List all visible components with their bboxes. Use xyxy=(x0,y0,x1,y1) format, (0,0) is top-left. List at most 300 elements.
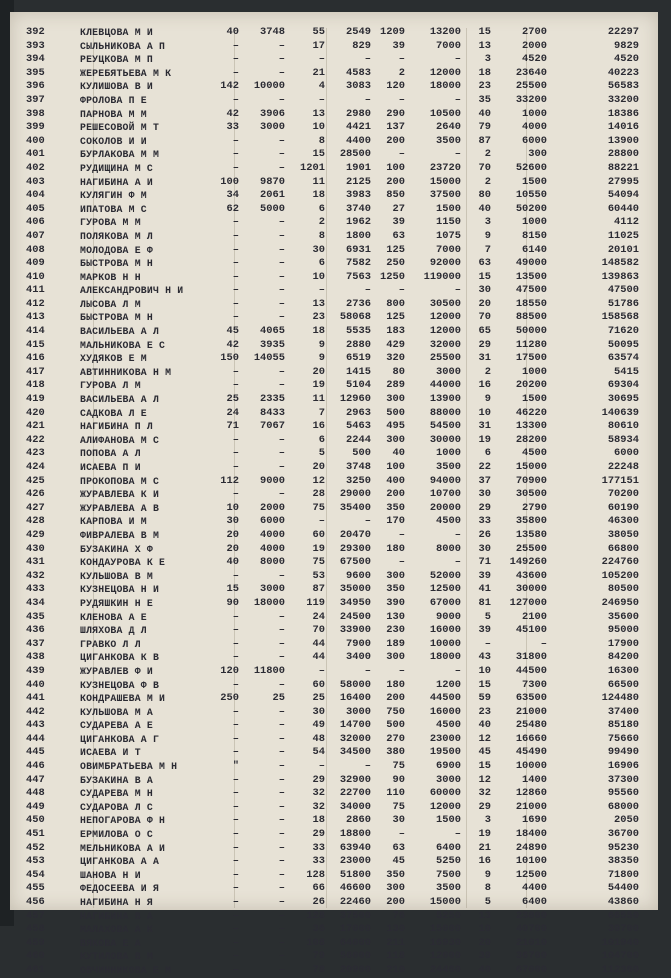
col-b: – xyxy=(278,651,285,664)
row-total: 246950 xyxy=(601,596,639,609)
person-name: КОНДРАШЕВА М И xyxy=(80,693,166,705)
person-name: ФЕДОСЕЕВА И Я xyxy=(80,883,160,895)
col-e: 290 xyxy=(386,107,405,120)
col-a: – xyxy=(232,433,239,446)
table-row xyxy=(22,284,642,298)
col-h: 45490 xyxy=(515,746,547,759)
col-a: – xyxy=(232,896,239,908)
table-row xyxy=(22,896,642,910)
person-name: КУЗНЕЦОВА Н И xyxy=(80,584,160,596)
col-d: 58000 xyxy=(339,678,371,691)
col-b: – xyxy=(278,787,285,800)
col-b: – xyxy=(278,678,285,691)
table-row xyxy=(22,325,642,339)
col-f: 13900 xyxy=(429,393,461,406)
col-h: 300 xyxy=(528,148,547,161)
person-name: ЖУРАВЛЕВА А В xyxy=(80,502,160,514)
table-row xyxy=(22,855,642,869)
col-f: 3000 xyxy=(436,773,461,786)
col-e: 80 xyxy=(392,365,405,378)
col-b: – xyxy=(278,39,285,52)
col-f: 19500 xyxy=(429,746,461,759)
col-c: 20 xyxy=(312,461,325,473)
col-c: 19 xyxy=(312,542,325,555)
col-a: 150 xyxy=(220,352,239,365)
col-a: – xyxy=(232,719,239,732)
col-a: 20 xyxy=(226,542,239,555)
col-c: 11 xyxy=(312,175,325,188)
col-a: – xyxy=(232,216,239,229)
col-b: 4000 xyxy=(260,528,285,541)
col-e: 390 xyxy=(386,596,405,609)
ledger-body xyxy=(22,26,642,978)
row-number: 444 xyxy=(26,732,45,745)
row-number: 395 xyxy=(26,66,45,79)
col-a: – xyxy=(232,882,239,895)
col-c: 13 xyxy=(312,297,325,310)
col-h: 50200 xyxy=(515,202,547,215)
person-name: РЕУЦКОВА М П xyxy=(80,54,153,66)
table-row xyxy=(22,176,642,190)
col-a: – xyxy=(232,365,239,378)
col-g: 19 xyxy=(478,828,491,841)
row-total: 80610 xyxy=(607,420,639,433)
col-d: – xyxy=(364,93,371,106)
col-h: 1500 xyxy=(522,393,547,406)
col-f: 94000 xyxy=(429,474,461,487)
col-d: 829 xyxy=(352,39,371,52)
col-f: 30500 xyxy=(429,297,461,310)
col-d: 3740 xyxy=(346,202,371,215)
col-h: 127000 xyxy=(509,596,547,609)
col-g: 3 xyxy=(484,53,491,66)
col-a: 62 xyxy=(226,202,239,215)
col-a: – xyxy=(232,229,239,242)
table-row xyxy=(22,828,642,842)
col-c: 8 xyxy=(318,229,325,242)
col-g: 10 xyxy=(478,664,491,677)
col-d: 16400 xyxy=(339,692,371,705)
col-e: – xyxy=(398,53,405,66)
col-g: 6 xyxy=(484,447,491,460)
person-name: ЖЕРЕБЯТЬЕВА М К xyxy=(80,67,172,79)
person-name: ШАНОВА Н И xyxy=(80,869,141,881)
col-e: 200 xyxy=(386,175,405,188)
col-c: 18 xyxy=(312,189,325,202)
col-c: 87 xyxy=(312,583,325,596)
table-row xyxy=(22,611,642,625)
col-g: 23 xyxy=(478,705,491,718)
table-row xyxy=(22,923,642,937)
col-a: – xyxy=(232,923,239,936)
col-a: – xyxy=(232,66,239,79)
col-g: 40 xyxy=(478,107,491,120)
col-b: 8000 xyxy=(260,556,285,569)
person-name: АВТИННИКОВА Н М xyxy=(80,366,172,378)
col-f: – xyxy=(454,148,461,161)
col-h: 4400 xyxy=(522,882,547,895)
row-total: 17900 xyxy=(607,637,639,650)
col-d: 2860 xyxy=(346,814,371,827)
col-g: 5 xyxy=(484,896,491,908)
col-b: – xyxy=(278,433,285,446)
person-name: ВАСИЛЬЕВА А Л xyxy=(80,326,160,338)
person-name: СУДАРОВА Л С xyxy=(80,801,153,813)
row-total: 54094 xyxy=(607,189,639,202)
col-e: 200 xyxy=(386,692,405,705)
col-g: 43 xyxy=(478,651,491,664)
col-h: 12860 xyxy=(515,787,547,800)
person-name: БЫСТРОВА М Н xyxy=(80,258,153,270)
col-e: 270 xyxy=(386,732,405,745)
person-name: РЕШЕСОВОЙ М Т xyxy=(80,122,160,134)
col-g: 65 xyxy=(478,325,491,338)
col-h: 24890 xyxy=(515,841,547,854)
col-c: – xyxy=(318,664,325,677)
col-b: – xyxy=(278,760,285,773)
col-g: 39 xyxy=(478,569,491,582)
col-b: 2061 xyxy=(260,189,285,202)
person-name: ЖУРАВЛЕВА К И xyxy=(80,489,160,501)
col-h: 35800 xyxy=(515,515,547,528)
col-b: 4000 xyxy=(260,542,285,555)
col-d: 4400 xyxy=(346,134,371,147)
col-f: 3000 xyxy=(436,365,461,378)
row-total: 18386 xyxy=(607,107,639,120)
col-b: – xyxy=(278,297,285,310)
col-e: 40 xyxy=(392,447,405,460)
col-e: 125 xyxy=(386,311,405,324)
col-e: 120 xyxy=(386,80,405,93)
col-c: 78 xyxy=(312,963,325,976)
row-number: 442 xyxy=(26,705,45,718)
col-d: 5535 xyxy=(346,325,371,338)
col-b: – xyxy=(278,488,285,501)
col-h: 10000 xyxy=(515,760,547,773)
col-a: 10 xyxy=(226,501,239,514)
col-f: 15000 xyxy=(429,896,461,908)
col-b: – xyxy=(278,800,285,813)
col-b: – xyxy=(278,828,285,841)
col-e: 118 xyxy=(386,950,405,963)
col-f: 25500 xyxy=(429,352,461,365)
col-b: 6000 xyxy=(260,515,285,528)
col-g: 87 xyxy=(478,134,491,147)
col-a: – xyxy=(232,447,239,460)
row-total: 95230 xyxy=(607,841,639,854)
col-f: 4500 xyxy=(436,719,461,732)
row-number: 432 xyxy=(26,569,45,582)
col-g: 37 xyxy=(478,474,491,487)
col-a: – xyxy=(232,148,239,161)
col-d: 1800 xyxy=(346,229,371,242)
col-e: – xyxy=(398,148,405,161)
col-a: – xyxy=(232,53,239,66)
row-number: 457 xyxy=(26,909,45,922)
col-b: – xyxy=(278,284,285,297)
col-e: 76 xyxy=(392,909,405,922)
col-e: 350 xyxy=(386,501,405,514)
col-d: 20470 xyxy=(339,528,371,541)
col-h: 21010 xyxy=(515,936,547,949)
col-c: 49 xyxy=(312,719,325,732)
col-d: 9600 xyxy=(346,569,371,582)
table-row xyxy=(22,257,642,271)
col-d: 17000 xyxy=(339,923,371,936)
table-row xyxy=(22,447,642,461)
row-number: 397 xyxy=(26,93,45,106)
col-h: 52600 xyxy=(515,161,547,174)
col-a: – xyxy=(232,909,239,922)
row-number: 413 xyxy=(26,311,45,324)
person-name: КУЛЯГИН Ф М xyxy=(80,190,147,202)
person-name: ИПАТОВА М С xyxy=(80,203,147,215)
col-c: 8 xyxy=(318,134,325,147)
col-d: 4421 xyxy=(346,121,371,134)
table-row xyxy=(22,692,642,706)
col-a: – xyxy=(232,678,239,691)
person-name: КУЗНЕЦОВА Ф В xyxy=(80,679,160,691)
person-name: ЛЫСОВА Л М xyxy=(80,298,141,310)
col-d: 1901 xyxy=(346,161,371,174)
table-row xyxy=(22,787,642,801)
col-c: 32 xyxy=(312,787,325,800)
col-h: 23800 xyxy=(515,909,547,922)
person-name: СУДАРЕВА М Н xyxy=(80,788,153,800)
row-total: 4520 xyxy=(614,53,639,66)
col-c: 66 xyxy=(312,882,325,895)
person-name: РУДИЩИНА М С xyxy=(80,162,153,174)
col-c: 60 xyxy=(312,528,325,541)
col-f: 10500 xyxy=(429,107,461,120)
person-name: ОВИМБРАТЬЕВА М Н xyxy=(80,761,178,773)
col-e: 850 xyxy=(386,189,405,202)
person-name: БУРЛАКОВА М М xyxy=(80,149,160,161)
col-d: 56000 xyxy=(339,950,371,963)
col-g: 79 xyxy=(478,121,491,134)
col-f: 24460 xyxy=(429,963,461,976)
col-b: – xyxy=(278,311,285,324)
col-b: – xyxy=(278,216,285,229)
col-e: – xyxy=(398,528,405,541)
col-a: – xyxy=(232,800,239,813)
row-total: 16906 xyxy=(607,760,639,773)
col-f: 1150 xyxy=(436,216,461,229)
person-name: НАГИБИНА В А xyxy=(80,910,153,922)
col-d: 2549 xyxy=(346,26,371,38)
col-d: 3083 xyxy=(346,80,371,93)
table-row xyxy=(22,801,642,815)
row-number: 417 xyxy=(26,365,45,378)
person-name: КОНДАУРОВА К Е xyxy=(80,557,166,569)
col-e: 495 xyxy=(386,420,405,433)
table-row xyxy=(22,407,642,421)
col-f: 18000 xyxy=(429,80,461,93)
col-h: 33200 xyxy=(515,93,547,106)
col-e: 30 xyxy=(392,814,405,827)
col-h: 1400 xyxy=(522,773,547,786)
row-number: 421 xyxy=(26,420,45,433)
person-name: ГУРОВА Л М xyxy=(80,380,141,392)
col-b: – xyxy=(278,773,285,786)
col-c: 75 xyxy=(312,556,325,569)
col-g: 63 xyxy=(478,257,491,270)
col-c: 10 xyxy=(312,121,325,134)
person-name: БЫСТРОВА М Н xyxy=(80,312,153,324)
col-g: 59 xyxy=(478,692,491,705)
col-a: – xyxy=(232,39,239,52)
col-c: 108 xyxy=(306,936,325,949)
col-e: 500 xyxy=(386,719,405,732)
col-b: – xyxy=(278,923,285,936)
col-c: 33 xyxy=(312,855,325,868)
row-number: 394 xyxy=(26,53,45,66)
col-f: 23720 xyxy=(429,161,461,174)
person-name: МОЛОДОВА Е Ф xyxy=(80,244,153,256)
row-total: 99490 xyxy=(607,746,639,759)
col-e: 211 xyxy=(386,936,405,949)
col-h: 43600 xyxy=(515,569,547,582)
col-b: 9000 xyxy=(260,474,285,487)
row-total: 36700 xyxy=(607,828,639,841)
col-d: 4583 xyxy=(346,66,371,79)
row-number: 424 xyxy=(26,461,45,473)
col-d: 35400 xyxy=(339,501,371,514)
row-number: 400 xyxy=(26,134,45,147)
row-number: 448 xyxy=(26,787,45,800)
person-name: АЛЕКСАНДРОВИЧ Н И xyxy=(80,285,184,297)
row-total: 70200 xyxy=(607,488,639,501)
col-b: – xyxy=(278,229,285,242)
col-d: 34950 xyxy=(339,596,371,609)
col-b: – xyxy=(278,379,285,392)
col-g: 13 xyxy=(478,39,491,52)
col-c: 17 xyxy=(312,39,325,52)
col-e: 300 xyxy=(386,651,405,664)
col-c: 119 xyxy=(306,596,325,609)
col-h: 40700 xyxy=(515,923,547,936)
col-b: 3000 xyxy=(260,121,285,134)
col-d: 33900 xyxy=(339,624,371,637)
col-h: 2790 xyxy=(522,501,547,514)
col-a: – xyxy=(232,379,239,392)
col-f: 3500 xyxy=(436,882,461,895)
row-total: 66550 xyxy=(607,909,639,922)
row-total: 71800 xyxy=(607,868,639,881)
table-row xyxy=(22,937,642,951)
col-h: 30000 xyxy=(515,583,547,596)
col-h: 2700 xyxy=(522,26,547,38)
col-e: 75 xyxy=(392,760,405,773)
col-b: – xyxy=(278,161,285,174)
col-c: – xyxy=(318,515,325,528)
person-name: НАГИБИНА П Л xyxy=(80,421,153,433)
row-number: 455 xyxy=(26,882,45,895)
col-g: 29 xyxy=(478,501,491,514)
col-e: 180 xyxy=(386,678,405,691)
col-h: 18550 xyxy=(515,297,547,310)
col-d: 500 xyxy=(352,447,371,460)
person-name: КАРПОВА И М xyxy=(80,516,147,528)
col-c: 1201 xyxy=(300,161,325,174)
row-total: 2050 xyxy=(614,814,639,827)
col-d: 22700 xyxy=(339,787,371,800)
col-g: 30 xyxy=(478,488,491,501)
person-name: ПРОКОПОВА М С xyxy=(80,475,160,487)
col-c: 79 xyxy=(312,950,325,963)
col-e: 750 xyxy=(386,705,405,718)
table-row xyxy=(22,760,642,774)
col-c: 36 xyxy=(312,923,325,936)
col-g: 35 xyxy=(478,93,491,106)
table-row xyxy=(22,842,642,856)
col-d: 14700 xyxy=(339,719,371,732)
table-row xyxy=(22,950,642,964)
row-total: 63574 xyxy=(607,352,639,365)
col-d: 58068 xyxy=(339,311,371,324)
row-total: 37400 xyxy=(607,705,639,718)
col-f: 7000 xyxy=(436,39,461,52)
col-g: 71 xyxy=(478,556,491,569)
row-total: 50095 xyxy=(607,338,639,351)
table-row xyxy=(22,488,642,502)
col-d: 24500 xyxy=(339,610,371,623)
col-f: 1075 xyxy=(436,229,461,242)
col-d: 3400 xyxy=(346,651,371,664)
person-name: ГРАВКО Л Л xyxy=(80,638,141,650)
row-number: 459 xyxy=(26,936,45,949)
col-e: 100 xyxy=(386,461,405,473)
col-e: – xyxy=(398,664,405,677)
col-g: 10 xyxy=(478,406,491,419)
row-number: 447 xyxy=(26,773,45,786)
col-e: 350 xyxy=(386,583,405,596)
col-e: 320 xyxy=(386,352,405,365)
col-d: 7563 xyxy=(346,270,371,283)
col-a: 100 xyxy=(220,175,239,188)
col-a: 40 xyxy=(226,26,239,38)
col-d: 2244 xyxy=(346,433,371,446)
col-c: – xyxy=(318,760,325,773)
col-h: 1690 xyxy=(522,814,547,827)
col-g: 20 xyxy=(478,297,491,310)
col-e: 170 xyxy=(386,515,405,528)
col-e: 300 xyxy=(386,393,405,406)
col-h: 49000 xyxy=(515,257,547,270)
row-total: 13900 xyxy=(607,134,639,147)
table-row xyxy=(22,148,642,162)
row-total: 84200 xyxy=(607,651,639,664)
col-c: 60 xyxy=(312,678,325,691)
row-number: 431 xyxy=(26,556,45,569)
table-row xyxy=(22,311,642,325)
col-h: 13500 xyxy=(515,270,547,283)
person-name: РУДЯШКИН Н Е xyxy=(80,597,153,609)
col-e: 100 xyxy=(386,161,405,174)
row-total: 140639 xyxy=(601,406,639,419)
row-number: 434 xyxy=(26,596,45,609)
row-total: 56583 xyxy=(607,80,639,93)
col-b: 3935 xyxy=(260,338,285,351)
col-e: 250 xyxy=(386,257,405,270)
row-total: 85180 xyxy=(607,719,639,732)
col-h: 1500 xyxy=(522,175,547,188)
col-a: – xyxy=(232,732,239,745)
col-c: 13 xyxy=(312,107,325,120)
row-number: 428 xyxy=(26,515,45,528)
col-c: 33 xyxy=(312,841,325,854)
col-h: 13580 xyxy=(515,528,547,541)
